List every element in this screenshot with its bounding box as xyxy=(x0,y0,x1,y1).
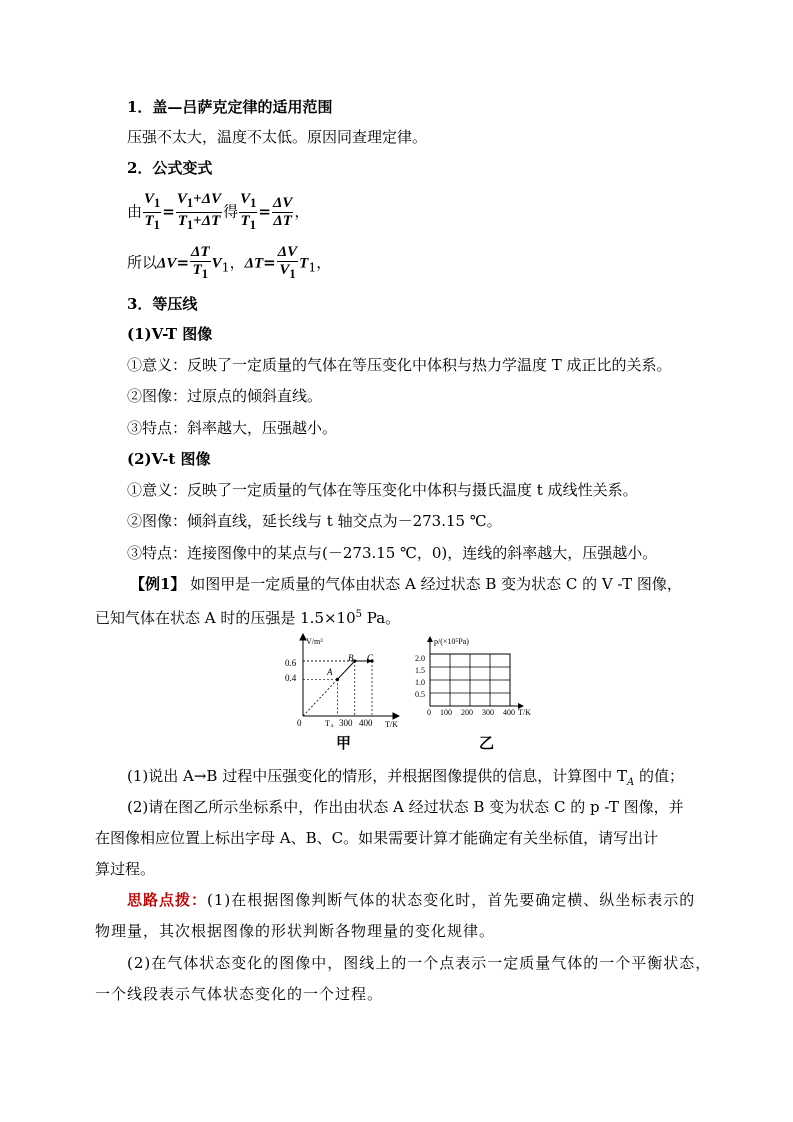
jia-xtick-300: 300 xyxy=(339,718,353,727)
yi-xtick-200: 200 xyxy=(461,708,473,717)
formula-de: 得 xyxy=(223,202,239,221)
jia-xtick-ta: $T_A$ xyxy=(325,719,335,727)
example-line-1 xyxy=(130,574,682,594)
jia-ylabel: V/m³ xyxy=(306,637,323,646)
jia-point-c-label: C xyxy=(367,653,374,663)
caption-jia: 甲 xyxy=(336,734,352,752)
hint-p2-line1: (2)在气体状态变化的图像中，图线上的一个点表示一定质量气体的一个平衡状态， xyxy=(127,954,712,972)
yi-xtick-400: 400 xyxy=(503,708,515,717)
jia-ytick-0.4: 0.4 xyxy=(285,673,297,683)
yi-y-arrow xyxy=(427,636,433,642)
yi-xtick-0: 0 xyxy=(427,708,431,717)
yi-xtick-100: 100 xyxy=(440,708,452,717)
question-1: (1)说出 A→B 过程中压强变化的情形，并根据图像提供的信息，计算图中 $T_A$ 的值； xyxy=(127,767,684,788)
hint-p2-line2: 一个线段表示气体状态变化的一个过程。 xyxy=(95,985,384,1003)
yi-ytick-0.5: 0.5 xyxy=(415,690,425,699)
formula-line-2: 所以ΔV= $\frac{\Delta T}{T_1}$ $V_1$，ΔT= $\frac{\Delta V}{V_1}$ $T_1$， xyxy=(127,244,332,281)
formula-suoyi: 所以 xyxy=(127,253,158,272)
jia-point-a xyxy=(336,678,339,681)
example-line-2: 已知气体在状态 A 时的压强是 $1.5\times 10^5$ Pa。 xyxy=(95,609,401,627)
formula-line-1: 由 $\frac{V_1}{T_1}$ = $\frac{V_1+\Delta V}{T_1+\Delta T}$ 得 $\frac{V_1}{T_1}$ = $\frac{\Delta V}{\Delta T}$ ， xyxy=(127,191,310,232)
jia-origin: 0 xyxy=(297,718,302,727)
jia-point-a-label: A xyxy=(327,667,333,677)
vtc-p2: ②图像：倾斜直线，延长线与 t 轴交点为－273.15 ℃。 xyxy=(127,512,502,530)
vtc-p1: ①意义：反映了一定质量的气体在等压变化中体积与摄氏温度 t 成线性关系。 xyxy=(127,481,638,499)
question-2-line-2: 在图像相应位置上标出字母 A、B、C。如果需要计算才能确定有关坐标值，请写出计 xyxy=(95,829,659,847)
jia-ytick-0.6: 0.6 xyxy=(285,658,297,668)
question-2-line-3: 算过程。 xyxy=(95,860,156,878)
figure-yi xyxy=(412,632,542,727)
vtc-title: (2)V-t 图像 xyxy=(127,450,211,468)
frac-dv-v1: $\frac{\Delta V}{V_1}$ xyxy=(277,244,298,281)
vt-title: (1)V-T 图像 xyxy=(127,325,213,343)
question-2-line-1: (2)请在图乙所示坐标系中，作出由状态 A 经过状态 B 变为状态 C 的 p -T 图像，并 xyxy=(127,798,684,816)
hint-p1-line1: (1)在根据图像判断气体的状态变化时，首先要确定横、纵坐标表示的 xyxy=(207,891,696,909)
yi-ytick-1.0: 1.0 xyxy=(415,678,425,687)
vt-p1: ①意义：反映了一定质量的气体在等压变化中体积与热力学温度 T 成正比的关系。 xyxy=(127,356,672,374)
jia-line-a-b xyxy=(338,661,355,679)
frac-v1-t1: $\frac{V_1}{T_1}$ xyxy=(144,191,161,232)
vtc-p3: ③特点：连接图像中的某点与(－273.15 ℃，0)，连线的斜率越大，压强越小。 xyxy=(127,544,658,562)
vt-p3: ③特点：斜率越大，压强越小。 xyxy=(127,419,338,437)
section-1-text: 压强不太大，温度不太低。原因同查理定律。 xyxy=(127,128,428,146)
jia-dashed-origin-a xyxy=(303,679,338,716)
jia-point-b-label: B xyxy=(348,653,354,663)
section-1-heading: 1．盖—吕萨克定律的适用范围 xyxy=(127,98,333,116)
caption-yi: 乙 xyxy=(479,734,495,752)
hint-line-1 xyxy=(127,890,695,910)
formula-you: 由 xyxy=(127,202,143,221)
yi-xlabel: T/K xyxy=(518,708,531,717)
section-3-heading: 3．等压线 xyxy=(127,295,198,313)
frac-dv-dt: $\frac{\Delta V}{\Delta T}$ xyxy=(272,195,293,229)
jia-xtick-400: 400 xyxy=(359,718,373,727)
hint-label: 思路点拨： xyxy=(127,891,208,909)
vt-p2: ②图像：过原点的倾斜直线。 xyxy=(127,387,323,405)
yi-ytick-2.0: 2.0 xyxy=(415,654,425,663)
frac-dt-t1: $\frac{\Delta T}{T_1}$ xyxy=(191,244,210,281)
example-text-1: 如图甲是一定质量的气体由状态 A 经过状态 B 变为状态 C 的 V -T 图像， xyxy=(190,575,682,593)
hint-p1-line2: 物理量，其次根据图像的形状判断各物理量的变化规律。 xyxy=(95,922,496,940)
section-2-heading: 2．公式变式 xyxy=(127,159,213,177)
yi-xtick-300: 300 xyxy=(482,708,494,717)
jia-xlabel: T/K xyxy=(385,720,398,727)
yi-ylabel: p/(×10⁵Pa) xyxy=(434,637,469,646)
frac-v1-t1-b: $\frac{V_1}{T_1}$ xyxy=(240,191,257,232)
frac-v1dv-t1dt: $\frac{V_1+\Delta V}{T_1+\Delta T}$ xyxy=(176,191,222,232)
figure-jia xyxy=(285,632,400,727)
example-tag: 【例1】 xyxy=(130,575,186,593)
yi-ytick-1.5: 1.5 xyxy=(415,666,425,675)
